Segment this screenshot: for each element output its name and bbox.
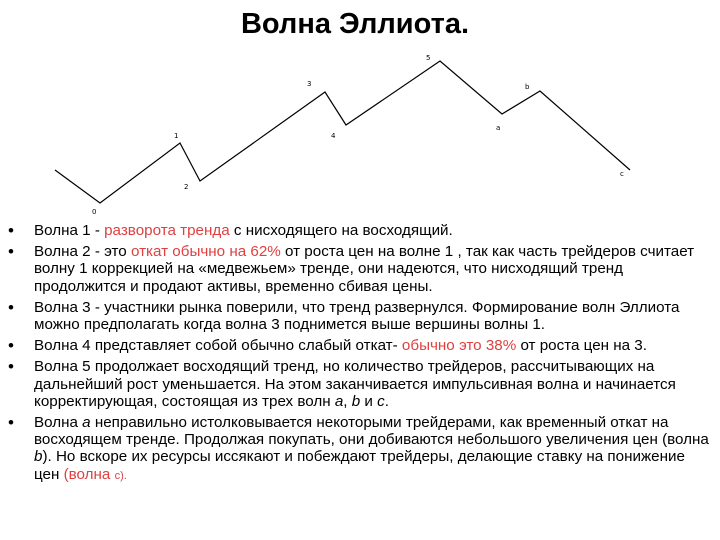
wave-label-0: 0 (92, 208, 97, 216)
bullet-wave-a: • Волна a неправильно истолковывается некоторыми трейдерами, как временный откат на восходящем тренде. Продолжая покупать, они добиваются небольшого увеличения цен (волна b). Но вскоре их ресурсы иссякают и побеждают трейдеры, делающие ставку на понижение цен (волна c). (8, 414, 710, 485)
wave-label-a: a (496, 124, 501, 132)
wave-label-5: 5 (426, 54, 431, 62)
wave-label-4: 4 (331, 132, 336, 140)
wave-label-2: 2 (184, 183, 189, 191)
bullet-wave-1: • Волна 1 - разворота тренда с нисходящего на восходящий. (8, 222, 710, 239)
wave-line (55, 61, 630, 203)
wave-label-b: b (525, 83, 530, 91)
bullet-wave-2: • Волна 2 - это откат обычно на 62% от роста цен на волне 1 , так как часть трейдеров считает волну 1 коррекцией на «медвежьем» тренде, они надеются, что нисходящий тренд продолжится и продают активы, временно сбивая цены. (8, 243, 710, 295)
wave-label-c: c (620, 170, 624, 178)
bullet-wave-3: • Волна 3 - участники рынка поверили, что тренд развернулся. Формирование волн Эллиота можно предполагать когда волна 3 поднимется выше вершины волны 1. (8, 299, 710, 333)
wave-label-1: 1 (174, 132, 179, 140)
slide-title: Волна Эллиота. (240, 8, 470, 40)
bullet-wave-4: • Волна 4 представляет собой обычно слабый откат- обычно это 38% от роста цен на 3. (8, 337, 710, 354)
wave-label-3: 3 (307, 80, 312, 88)
bullet-list (8, 222, 710, 489)
bullet-wave-5: • Волна 5 продолжает восходящий тренд, но количество трейдеров, рассчитывающих на дальнейший рост уменьшается. На этом заканчивается импульсивная волна и начинается корректирующая, состоящая из трех волн a, b и c. (8, 358, 710, 410)
